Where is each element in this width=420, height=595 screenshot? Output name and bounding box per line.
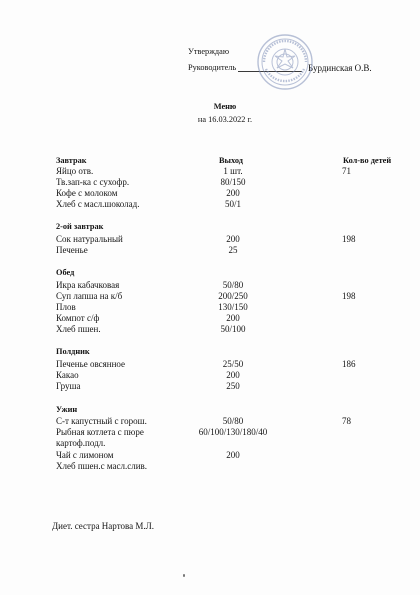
dish-name: Какао: [56, 370, 79, 380]
dish-yield: 50/100: [220, 324, 246, 334]
dish-name: Хлеб с масл.шоколад.: [56, 199, 140, 209]
dish-yield: 80/150: [220, 177, 246, 187]
column-header-yield: Выход: [219, 156, 243, 165]
official-seal-stamp: [256, 33, 314, 91]
dish-yield: 25/50: [222, 359, 244, 369]
menu-row: [0, 381, 420, 392]
dish-name: Груша: [56, 381, 81, 391]
menu-row: [0, 245, 420, 256]
menu-row: [0, 234, 420, 245]
menu-row: [0, 416, 420, 427]
dish-name: Икра кабачковая: [56, 280, 120, 290]
dish-yield: 1 шт.: [223, 166, 243, 176]
menu-row: [0, 438, 420, 449]
dish-yield: 60/100/130/180/40: [198, 427, 268, 437]
menu-row: [0, 427, 420, 438]
section-title-snack: Полдник: [56, 347, 90, 356]
dish-name: С-т капустный с горош.: [56, 416, 147, 426]
menu-row: [0, 188, 420, 199]
section-title-dinner: Ужин: [56, 405, 78, 414]
dish-name: Хлеб пшен.: [56, 324, 101, 334]
dish-yield: 200: [226, 188, 240, 198]
dish-name: Плов: [56, 302, 76, 312]
approval-role: Руководитель: [188, 63, 237, 72]
dish-yield: 200: [226, 313, 240, 323]
menu-row: [0, 450, 420, 461]
menu-row: [0, 166, 420, 177]
dish-yield: 25: [228, 245, 238, 255]
menu-row: [0, 313, 420, 324]
kids-count: 198: [342, 291, 356, 301]
scan-speck: [183, 574, 185, 577]
dish-name: Сок натуральный: [56, 234, 123, 244]
dish-name: картоф.подл.: [56, 438, 106, 448]
menu-row: [0, 199, 420, 210]
section-title-breakfast: Завтрак: [56, 156, 87, 165]
dish-yield: 50/1: [224, 199, 242, 209]
approval-name: Бурдинская О.В.: [308, 63, 372, 73]
column-header-kids: Кол-во детей: [343, 156, 392, 165]
menu-row: [0, 302, 420, 313]
kids-count: 71: [342, 166, 351, 176]
dish-yield: 50/80: [222, 416, 244, 426]
dish-name: Тв.зап-ка с сухофр.: [56, 177, 130, 187]
kids-count: 78: [342, 416, 351, 426]
menu-row: [0, 291, 420, 302]
dish-yield: 130/150: [218, 302, 248, 312]
dish-name: Компот с/ф: [56, 313, 100, 323]
section-title-second-breakfast: 2-ой завтрак: [56, 222, 104, 231]
dish-name: Чай с лимоном: [56, 450, 114, 460]
dish-name: Суп лапша на к/б: [56, 291, 123, 301]
menu-row: [0, 359, 420, 370]
section-title-lunch: Обед: [56, 268, 75, 277]
menu-row: [0, 280, 420, 291]
dish-name: Хлеб пшен.с масл.слив.: [56, 461, 148, 471]
menu-title: Меню: [213, 102, 237, 111]
dish-name: Кофе с молоком: [56, 188, 118, 198]
dish-yield: 200/250: [218, 291, 248, 301]
menu-row: [0, 370, 420, 381]
dish-name: Яйцо отв.: [56, 166, 94, 176]
dish-yield: 200: [226, 450, 240, 460]
approval-title: Утверждаю: [188, 47, 230, 56]
menu-row: [0, 324, 420, 335]
dish-name: Рыбная котлета с пюре: [56, 427, 144, 437]
menu-row: [0, 177, 420, 188]
dish-name: Печенье овсянное: [56, 359, 126, 369]
dish-yield: 50/80: [222, 280, 244, 290]
kids-count: 198: [342, 234, 356, 244]
dish-yield: 200: [226, 370, 240, 380]
menu-date: на 16.03.2022 г.: [197, 115, 253, 124]
kids-count: 186: [342, 359, 356, 369]
dish-yield: 250: [226, 381, 240, 391]
menu-row: [0, 461, 420, 472]
dish-yield: 200: [226, 234, 240, 244]
dietitian-signature: Диет. сестра Нартова М.Л.: [52, 521, 154, 531]
dish-name: Печенье: [56, 245, 88, 255]
